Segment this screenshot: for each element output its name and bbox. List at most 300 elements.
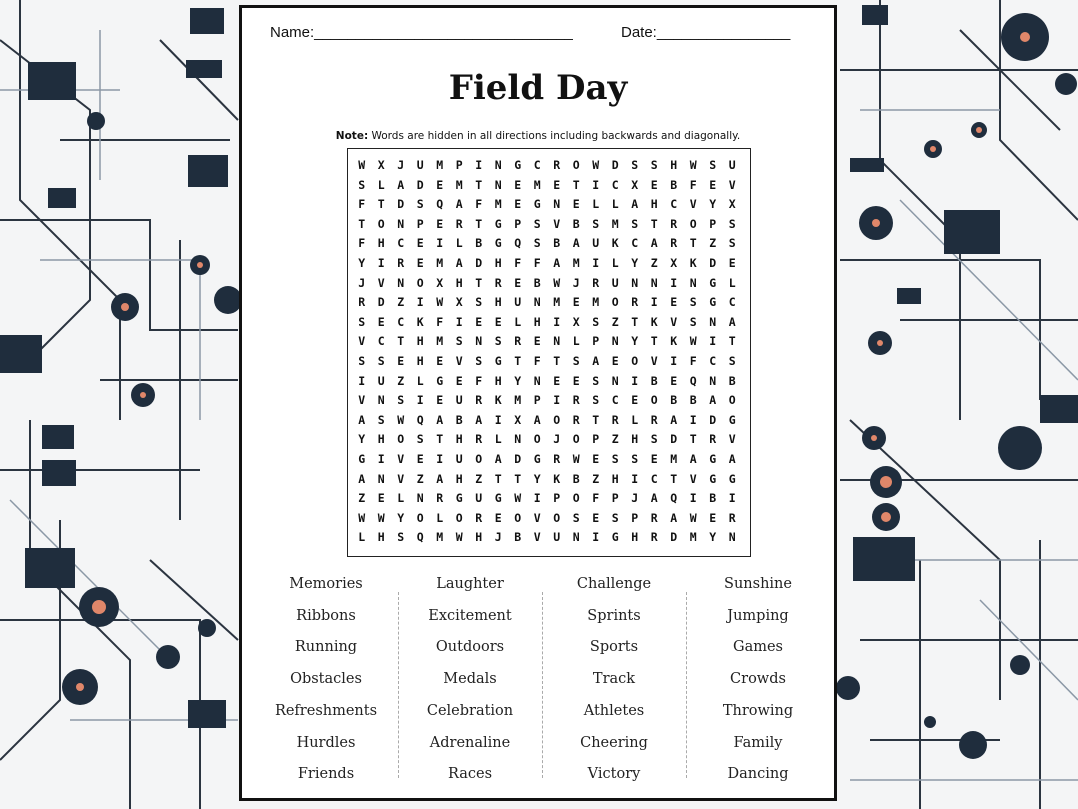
grid-letter: R [709,432,717,447]
grid-letter: I [494,412,502,427]
grid-letter: N [494,158,502,172]
grid-letter: J [494,530,502,545]
grid-letter: D [709,256,717,270]
grid-letter: E [670,295,678,310]
word-list-item: Track [592,671,636,688]
grid-letter: T [592,412,600,427]
grid-letter: W [397,412,405,427]
grid-letter: S [572,510,580,525]
grid-letter: G [709,452,717,466]
word-search-grid [347,148,751,557]
grid-letter: M [553,295,561,310]
grid-letter: I [689,491,697,506]
grid-letter: L [728,275,736,290]
grid-letter: V [689,197,697,212]
grid-letter: L [358,530,366,545]
grid-letter: T [514,354,522,368]
grid-letter: S [455,334,463,349]
grid-letter: W [358,510,366,525]
grid-letter: G [494,491,502,506]
grid-letter: M [689,530,697,545]
grid-letter: F [514,256,522,270]
grid-letter: U [553,530,561,545]
grid-letter: A [358,471,366,486]
grid-letter: C [533,158,541,172]
grid-letter: S [416,432,424,447]
word-list-item: Victory [587,766,641,783]
grid-letter: T [572,177,580,192]
grid-letter: E [650,452,658,466]
grid-letter: U [728,158,736,172]
grid-letter: Z [650,256,658,270]
grid-letter: D [514,452,522,466]
grid-letter: X [631,177,639,192]
grid-letter: I [650,295,658,310]
grid-letter: A [728,314,736,329]
grid-letter: Z [416,471,424,486]
grid-letter: I [592,256,600,270]
grid-letter: O [572,432,580,447]
grid-letter: O [416,275,424,290]
grid-letter: S [358,314,366,329]
grid-letter: A [533,412,541,427]
grid-letter: T [475,216,483,231]
grid-letter: L [572,334,580,349]
grid-letter: Q [514,236,522,251]
grid-letter: R [611,412,619,427]
grid-letter: N [709,373,717,388]
grid-letter: H [416,334,424,349]
grid-letter: T [475,275,483,290]
grid-letter: A [475,412,483,427]
grid-letter: R [553,452,561,466]
word-list-item: Running [294,639,358,656]
grid-letter: S [728,216,736,231]
grid-letter: T [670,471,678,486]
grid-letter: S [377,354,385,368]
grid-letter: S [631,158,639,172]
grid-letter: W [592,158,600,172]
grid-letter: T [631,314,639,329]
grid-letter: C [709,354,717,368]
grid-letter: W [689,334,697,349]
grid-letter: H [494,373,502,388]
grid-letter: E [709,177,717,192]
grid-letter: M [592,295,600,310]
grid-letter: V [650,354,658,368]
grid-letter: J [553,432,561,447]
grid-letter: K [611,236,619,251]
grid-letter: J [572,275,580,290]
grid-letter: T [475,177,483,192]
grid-letter: H [494,256,502,270]
name-field-label: Name:_______________________________ [270,24,573,41]
grid-letter: H [455,275,463,290]
grid-letter: N [397,216,405,231]
grid-letter: S [611,510,619,525]
grid-letter: M [514,393,522,408]
grid-letter: A [631,197,639,212]
grid-letter: P [455,158,463,172]
grid-letter: I [631,471,639,486]
grid-letter: X [670,256,678,270]
grid-letter: E [416,452,424,466]
word-list-item: Adrenaline [429,734,511,751]
grid-letter: T [689,236,697,251]
grid-letter: Z [397,295,405,310]
grid-letter: D [416,177,424,192]
grid-letter: D [611,158,619,172]
grid-letter: O [514,510,522,525]
grid-letter: S [533,236,541,251]
grid-letter: R [397,256,405,270]
grid-letter: C [650,471,658,486]
date-field-label: Date:________________ [621,24,791,41]
grid-letter: W [514,491,522,506]
grid-letter: Z [611,432,619,447]
grid-letter: E [436,216,444,231]
grid-letter: E [670,373,678,388]
grid-letter: Y [709,530,717,545]
word-list-item: Dancing [727,766,789,783]
grid-letter: O [455,510,463,525]
grid-letter: A [358,412,366,427]
grid-letter: X [455,295,463,310]
grid-letter: R [631,295,639,310]
grid-letter: T [377,197,385,212]
grid-letter: C [670,197,678,212]
grid-letter: R [553,158,561,172]
grid-letter: T [728,334,736,349]
grid-letter: E [514,177,522,192]
grid-letter: V [670,314,678,329]
grid-letter: O [553,412,561,427]
grid-letter: W [436,295,444,310]
word-list-item: Sports [589,639,639,656]
grid-letter: E [377,491,385,506]
grid-letter: L [377,177,385,192]
grid-letter: I [416,295,424,310]
grid-letter: F [533,256,541,270]
grid-letter: Q [416,412,424,427]
grid-letter: N [494,177,502,192]
grid-letter: O [631,354,639,368]
grid-letter: C [631,236,639,251]
grid-letter: I [553,393,561,408]
grid-letter: S [358,177,366,192]
grid-letter: S [358,354,366,368]
grid-letter: A [670,510,678,525]
grid-letter: G [455,491,463,506]
grid-letter: B [670,177,678,192]
grid-letter: V [358,334,366,349]
grid-letter: R [475,432,483,447]
grid-letter: J [397,158,405,172]
grid-letter: F [358,197,366,212]
grid-letter: N [475,334,483,349]
grid-letter: H [377,432,385,447]
word-list-item: Outdoors [435,639,505,656]
grid-letter: I [377,256,385,270]
grid-letter: V [455,354,463,368]
grid-letter: R [475,393,483,408]
grid-letter: N [709,314,717,329]
grid-letter: N [572,530,580,545]
grid-letter: V [397,471,405,486]
grid-letter: I [436,452,444,466]
grid-letter: I [533,491,541,506]
grid-letter: N [416,491,424,506]
grid-letter: V [553,216,561,231]
grid-letter: H [455,471,463,486]
worksheet-page [239,5,837,801]
grid-letter: O [533,432,541,447]
grid-letter: A [689,452,697,466]
grid-letter: E [494,510,502,525]
grid-letter: E [611,354,619,368]
grid-letter: D [397,197,405,212]
note-text: Words are hidden in all directions including backwards and diagonally. [368,130,741,142]
grid-letter: E [475,314,483,329]
grid-letter: Y [358,256,366,270]
word-list-item: Races [447,766,493,783]
grid-letter: Y [533,471,541,486]
grid-letter: U [592,236,600,251]
grid-letter: Y [358,432,366,447]
grid-letter: E [436,354,444,368]
grid-letter: O [397,432,405,447]
grid-letter: A [436,412,444,427]
grid-letter: G [494,236,502,251]
grid-letter: I [553,314,561,329]
grid-letter: E [514,275,522,290]
grid-letter: A [592,354,600,368]
grid-letter: A [436,471,444,486]
grid-letter: X [436,275,444,290]
grid-letter: R [475,510,483,525]
grid-letter: P [631,510,639,525]
grid-letter: R [650,530,658,545]
grid-letter: H [631,530,639,545]
grid-letter: F [358,236,366,251]
grid-letter: W [572,452,580,466]
grid-letter: Q [670,491,678,506]
grid-letter: R [670,216,678,231]
grid-letter: S [650,158,658,172]
grid-letter: H [416,354,424,368]
grid-letter: K [670,334,678,349]
grid-letter: C [611,177,619,192]
grid-letter: B [514,530,522,545]
grid-letter: S [533,216,541,231]
grid-letter: A [455,256,463,270]
grid-letter: L [455,236,463,251]
grid-letter: N [611,373,619,388]
grid-letter: H [611,471,619,486]
word-list-item: Cheering [580,734,648,751]
grid-letter: M [455,177,463,192]
grid-letter: X [514,412,522,427]
grid-letter: B [475,236,483,251]
grid-letter: I [436,236,444,251]
grid-letter: C [397,314,405,329]
word-list-item: Throwing [722,702,794,719]
grid-letter: L [436,510,444,525]
grid-letter: S [475,354,483,368]
grid-letter: W [689,158,697,172]
grid-letter: P [611,491,619,506]
grid-letter: I [455,314,463,329]
grid-letter: U [514,295,522,310]
word-list-item: Laughter [436,576,504,592]
grid-letter: E [709,510,717,525]
grid-letter: E [377,314,385,329]
word-list-item: Games [733,639,783,656]
grid-letter: B [670,393,678,408]
grid-letter: W [377,510,385,525]
grid-letter: S [475,295,483,310]
grid-letter: B [728,373,736,388]
grid-letter: H [650,197,658,212]
grid-letter: G [533,197,541,212]
grid-letter: H [455,432,463,447]
grid-letter: E [416,236,424,251]
grid-letter: O [572,491,580,506]
grid-letter: B [709,491,717,506]
grid-letter: B [553,236,561,251]
grid-letter: S [689,314,697,329]
grid-letter: R [728,510,736,525]
grid-letter: M [436,334,444,349]
grid-letter: V [728,432,736,447]
grid-letter: P [514,216,522,231]
grid-letter: H [533,314,541,329]
grid-letter: B [533,275,541,290]
grid-letter: E [533,334,541,349]
grid-letter: N [689,275,697,290]
grid-letter: N [377,471,385,486]
grid-letter: O [475,452,483,466]
grid-letter: R [514,334,522,349]
grid-letter: G [494,216,502,231]
grid-letter: C [611,393,619,408]
grid-letter: T [689,432,697,447]
grid-letter: Z [592,471,600,486]
grid-letter: I [631,373,639,388]
grid-letter: R [650,412,658,427]
grid-letter: G [709,275,717,290]
grid-letter: R [436,491,444,506]
grid-letter: S [592,373,600,388]
grid-letter: D [670,530,678,545]
grid-letter: X [377,158,385,172]
page-title: Field Day [448,68,628,108]
grid-letter: N [397,275,405,290]
grid-letter: H [377,236,385,251]
grid-letter: D [709,412,717,427]
grid-letter: M [670,452,678,466]
grid-letter: T [553,354,561,368]
grid-letter: B [650,373,658,388]
grid-letter: P [592,432,600,447]
grid-letter: G [728,412,736,427]
word-list-item: Sprints [587,607,641,624]
grid-letter: V [689,471,697,486]
grid-letter: D [377,295,385,310]
grid-letter: C [397,236,405,251]
grid-letter: Z [475,471,483,486]
grid-letter: T [650,216,658,231]
grid-letter: A [572,236,580,251]
grid-letter: S [631,216,639,231]
grid-letter: M [611,216,619,231]
grid-letter: U [377,373,385,388]
grid-letter: B [572,471,580,486]
grid-letter: M [436,158,444,172]
grid-letter: E [650,177,658,192]
grid-letter: L [592,197,600,212]
grid-letter: S [611,452,619,466]
grid-letter: E [514,197,522,212]
grid-letter: O [553,510,561,525]
grid-letter: I [358,373,366,388]
grid-letter: T [358,216,366,231]
grid-letter: E [728,256,736,270]
grid-letter: O [377,216,385,231]
word-list [242,576,834,796]
grid-letter: Z [397,373,405,388]
grid-letter: W [553,275,561,290]
word-list-item: Refreshments [274,702,378,719]
word-list-item: Athletes [583,702,645,719]
grid-letter: G [709,471,717,486]
grid-letter: P [553,491,561,506]
grid-letter: U [455,393,463,408]
grid-letter: M [572,256,580,270]
grid-letter: U [455,452,463,466]
word-list-item: Jumping [727,607,789,624]
grid-letter: X [572,314,580,329]
grid-letter: R [670,236,678,251]
grid-letter: S [397,393,405,408]
grid-letter: I [592,177,600,192]
grid-letter: Y [397,510,405,525]
grid-letter: V [533,510,541,525]
grid-letter: L [514,314,522,329]
word-list-item: Sunshine [724,576,792,592]
grid-letter: E [397,354,405,368]
grid-letter: X [728,197,736,212]
word-list-item: Crowds [730,671,786,688]
grid-letter: M [494,197,502,212]
note-label: Note: [335,130,369,142]
grid-letter: I [592,530,600,545]
grid-letter: T [397,334,405,349]
grid-letter: T [514,471,522,486]
grid-letter: J [358,275,366,290]
grid-letter: K [494,393,502,408]
grid-letter: G [709,295,717,310]
grid-letter: O [572,158,580,172]
grid-letter: I [377,452,385,466]
grid-letter: Q [689,373,697,388]
grid-letter: G [533,452,541,466]
grid-letter: Y [631,334,639,349]
instructions-note [242,130,834,142]
grid-letter: S [592,314,600,329]
grid-letter: E [572,373,580,388]
grid-letter: R [572,393,580,408]
